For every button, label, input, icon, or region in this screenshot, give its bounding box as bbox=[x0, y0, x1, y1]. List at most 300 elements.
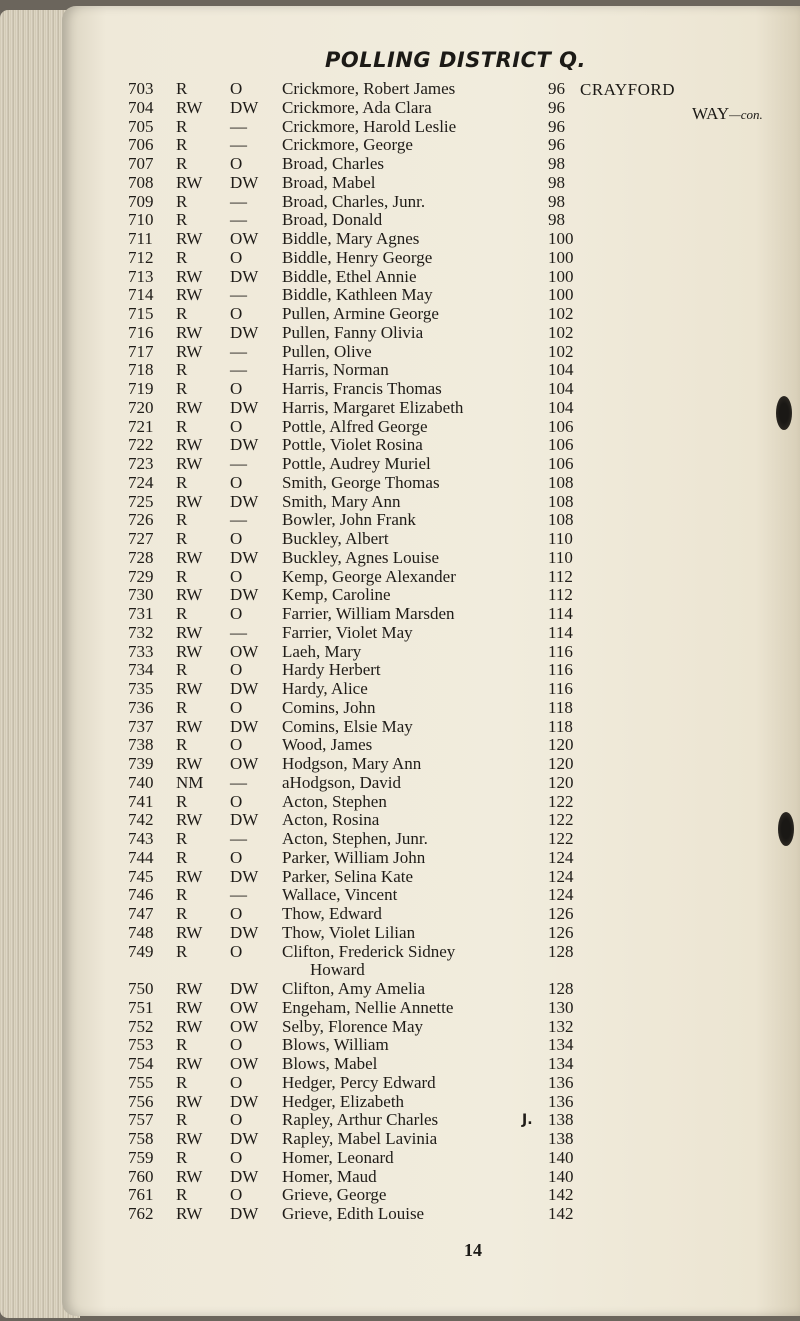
list-item bbox=[118, 493, 588, 512]
elector-name-text: Smith, George Thomas bbox=[282, 472, 440, 492]
street-name-continued bbox=[692, 104, 763, 124]
entry-number: 740 bbox=[128, 772, 154, 792]
qualification-code-2: O bbox=[230, 1035, 243, 1055]
qualification-code-2: — bbox=[230, 191, 247, 211]
elector-name-text: Wood, James bbox=[282, 735, 373, 755]
list-item bbox=[118, 568, 588, 587]
entry-number: 733 bbox=[128, 641, 154, 661]
qualification-code: RW bbox=[176, 1129, 203, 1148]
elector-name bbox=[282, 1093, 404, 1112]
elector-name-text: Homer, Leonard bbox=[282, 1147, 394, 1167]
elector-name bbox=[282, 474, 440, 493]
qualification-code: RW bbox=[176, 679, 203, 698]
house-number: 134 bbox=[548, 1054, 574, 1073]
entry-number: 735 bbox=[128, 679, 154, 698]
list-item bbox=[118, 980, 588, 999]
elector-name-text: Broad, Charles, Junr. bbox=[282, 191, 426, 211]
entry-number: 747 bbox=[128, 904, 154, 923]
qualification-code-2: — bbox=[230, 360, 247, 380]
house-number: 102 bbox=[548, 341, 574, 361]
elector-name bbox=[282, 774, 401, 793]
list-item bbox=[118, 868, 588, 887]
qualification-code: R bbox=[176, 660, 188, 680]
house-number: 98 bbox=[548, 210, 565, 230]
qualification-code: R bbox=[176, 79, 188, 98]
qualification-code: R bbox=[176, 416, 188, 436]
list-item bbox=[118, 361, 588, 380]
qualification-code-2: — bbox=[230, 341, 247, 361]
entry-number: 746 bbox=[128, 885, 154, 905]
qualification-code-2: DW bbox=[230, 322, 259, 342]
elector-name bbox=[282, 980, 425, 999]
elector-name-text: Pottle, Audrey Muriel bbox=[282, 454, 431, 473]
entry-number: 752 bbox=[128, 1016, 154, 1036]
entry-number: 722 bbox=[128, 435, 154, 455]
entry-number: 741 bbox=[128, 791, 154, 811]
house-number: 140 bbox=[548, 1166, 574, 1186]
entry-number: 703 bbox=[128, 79, 154, 98]
list-item bbox=[118, 530, 588, 549]
elector-name-text: Biddle, Ethel Annie bbox=[282, 266, 417, 286]
house-number: 120 bbox=[548, 735, 574, 755]
qualification-code: RW bbox=[176, 1204, 203, 1223]
list-item bbox=[118, 736, 588, 755]
elector-name bbox=[282, 1130, 437, 1149]
entry-number: 723 bbox=[128, 454, 154, 473]
qualification-code: RW bbox=[176, 979, 203, 998]
house-number: 128 bbox=[548, 979, 574, 998]
list-item bbox=[118, 549, 588, 568]
qualification-code-2: O bbox=[230, 1147, 243, 1167]
house-number: 100 bbox=[548, 285, 574, 305]
elector-name bbox=[282, 643, 361, 662]
qualification-code-2: O bbox=[230, 791, 243, 811]
elector-name-text: Pullen, Fanny Olivia bbox=[282, 322, 424, 342]
entry-number: 709 bbox=[128, 191, 154, 211]
qualification-code: RW bbox=[176, 341, 203, 361]
list-item bbox=[118, 1111, 588, 1130]
qualification-code: R bbox=[176, 1185, 188, 1205]
list-item bbox=[118, 211, 588, 230]
qualification-code-2: DW bbox=[230, 679, 259, 698]
entry-number: 753 bbox=[128, 1035, 154, 1055]
elector-name bbox=[282, 868, 413, 887]
qualification-code: R bbox=[176, 791, 188, 811]
elector-name-text: Acton, Stephen bbox=[282, 791, 387, 811]
elector-name bbox=[282, 268, 417, 287]
continued-marker: —con. bbox=[729, 107, 763, 122]
list-item bbox=[118, 1055, 588, 1074]
qualification-code-2: DW bbox=[230, 491, 259, 511]
entry-number: 745 bbox=[128, 866, 154, 886]
entry-number: 742 bbox=[128, 810, 154, 830]
house-number: 116 bbox=[548, 660, 573, 680]
qualification-code-2: DW bbox=[230, 1166, 259, 1186]
house-number: 138 bbox=[548, 1129, 574, 1148]
house-number: 108 bbox=[548, 472, 574, 492]
entry-number: 724 bbox=[128, 472, 154, 492]
qualification-code: R bbox=[176, 510, 188, 530]
elector-name bbox=[282, 1018, 423, 1037]
house-number: 108 bbox=[548, 510, 574, 530]
binding-hole bbox=[778, 812, 794, 846]
elector-name-text: Wallace, Vincent bbox=[282, 885, 398, 905]
list-item bbox=[118, 511, 588, 530]
entry-number: 720 bbox=[128, 397, 154, 417]
list-item bbox=[118, 1149, 588, 1168]
qualification-code-2: — bbox=[230, 622, 247, 642]
elector-name bbox=[282, 755, 421, 774]
qualification-code: R bbox=[176, 210, 188, 230]
qualification-code: RW bbox=[176, 397, 203, 417]
elector-name bbox=[282, 380, 442, 399]
qualification-code-2: DW bbox=[230, 397, 259, 417]
entry-number: 750 bbox=[128, 979, 154, 998]
entry-number: 738 bbox=[128, 735, 154, 755]
house-number: 100 bbox=[548, 247, 574, 267]
street-name-line2: WAY bbox=[692, 104, 730, 123]
entry-number: 736 bbox=[128, 697, 154, 717]
list-item bbox=[118, 343, 588, 362]
elector-name bbox=[282, 1055, 377, 1074]
qualification-code-2: DW bbox=[230, 810, 259, 830]
entry-number: 708 bbox=[128, 172, 154, 192]
elector-name-text: Buckley, Albert bbox=[282, 529, 389, 548]
list-item bbox=[118, 830, 588, 849]
house-number: 96 bbox=[548, 97, 565, 117]
entry-number: 751 bbox=[128, 997, 154, 1017]
electoral-register-list bbox=[118, 80, 588, 1224]
elector-name bbox=[282, 493, 401, 512]
qualification-code: R bbox=[176, 1147, 188, 1167]
entry-number: 726 bbox=[128, 510, 154, 530]
house-number: 114 bbox=[548, 622, 573, 642]
qualification-code: RW bbox=[176, 810, 203, 830]
qualification-code-2: DW bbox=[230, 866, 259, 886]
list-item bbox=[118, 99, 588, 118]
qualification-code-2: — bbox=[230, 210, 247, 230]
elector-name-text: Hardy, Alice bbox=[282, 679, 368, 698]
qualification-code: RW bbox=[176, 547, 203, 567]
list-item bbox=[118, 174, 588, 193]
elector-name-text: Crickmore, Ada Clara bbox=[282, 97, 432, 117]
list-item bbox=[118, 1205, 588, 1224]
qualification-code: NM bbox=[176, 772, 204, 792]
entry-number: 729 bbox=[128, 566, 154, 586]
elector-name-text: Thow, Edward bbox=[282, 904, 382, 923]
house-number: 136 bbox=[548, 1072, 574, 1092]
house-number: 96 bbox=[548, 116, 565, 136]
elector-name-text: Hedger, Percy Edward bbox=[282, 1072, 436, 1092]
qualification-code: RW bbox=[176, 1166, 203, 1186]
qualification-code: RW bbox=[176, 754, 203, 773]
entry-number: 760 bbox=[128, 1166, 154, 1186]
elector-name bbox=[282, 586, 391, 605]
entry-number: 749 bbox=[128, 941, 154, 961]
qualification-code: RW bbox=[176, 491, 203, 511]
elector-name-continued: Howard bbox=[310, 960, 365, 980]
qualification-code-2: OW bbox=[230, 229, 259, 248]
list-item bbox=[118, 793, 588, 812]
qualification-code: RW bbox=[176, 922, 203, 942]
list-item bbox=[118, 193, 588, 212]
elector-name bbox=[282, 118, 456, 137]
elector-name-text: Thow, Violet Lilian bbox=[282, 922, 416, 942]
elector-name-text: Biddle, Mary Agnes bbox=[282, 229, 420, 248]
elector-name bbox=[282, 905, 382, 924]
elector-name-text: Pottle, Alfred George bbox=[282, 416, 428, 436]
qualification-code: R bbox=[176, 154, 188, 173]
list-item bbox=[118, 249, 588, 268]
house-number: 124 bbox=[548, 866, 574, 886]
elector-name-text: Kemp, George Alexander bbox=[282, 566, 456, 586]
elector-name-text: Broad, Donald bbox=[282, 210, 383, 230]
entry-number: 705 bbox=[128, 116, 154, 136]
list-item bbox=[118, 118, 588, 137]
elector-name bbox=[282, 605, 455, 624]
qualification-code-2: O bbox=[230, 660, 243, 680]
elector-name bbox=[282, 530, 389, 549]
elector-name-text: Harris, Margaret Elizabeth bbox=[282, 397, 464, 417]
qualification-code-2: — bbox=[230, 510, 247, 530]
list-item bbox=[118, 661, 588, 680]
list-item bbox=[118, 230, 588, 249]
house-number: 120 bbox=[548, 754, 574, 773]
list-item bbox=[118, 268, 588, 287]
qualification-code: R bbox=[176, 135, 188, 155]
house-number: 104 bbox=[548, 397, 574, 417]
qualification-code: RW bbox=[176, 285, 203, 305]
elector-name bbox=[282, 999, 453, 1018]
qualification-code-2: OW bbox=[230, 641, 259, 661]
list-item bbox=[118, 943, 588, 981]
elector-name-text: Biddle, Kathleen May bbox=[282, 285, 433, 305]
qualification-code: R bbox=[176, 1035, 188, 1055]
house-number: 114 bbox=[548, 604, 573, 623]
house-number: 98 bbox=[548, 172, 565, 192]
house-number: 102 bbox=[548, 322, 574, 342]
qualification-code-2: — bbox=[230, 285, 247, 305]
elector-name-text: Buckley, Agnes Louise bbox=[282, 547, 440, 567]
qualification-code-2: DW bbox=[230, 435, 259, 455]
qualification-code: R bbox=[176, 529, 188, 548]
list-item bbox=[118, 699, 588, 718]
house-number: 138 bbox=[548, 1110, 574, 1130]
house-number: 106 bbox=[548, 416, 574, 436]
qualification-code: RW bbox=[176, 1016, 203, 1036]
elector-name-text: Acton, Stephen, Junr. bbox=[282, 829, 428, 848]
qualification-code: RW bbox=[176, 454, 203, 473]
list-item bbox=[118, 755, 588, 774]
elector-name bbox=[282, 136, 413, 155]
house-number: 122 bbox=[548, 810, 574, 830]
qualification-code: R bbox=[176, 116, 188, 136]
house-number: 108 bbox=[548, 491, 574, 511]
elector-name-text: Hodgson, Mary Ann bbox=[282, 754, 422, 773]
list-item bbox=[118, 286, 588, 305]
house-number: 102 bbox=[548, 304, 574, 323]
list-item bbox=[118, 136, 588, 155]
house-number: 118 bbox=[548, 716, 573, 736]
qualification-code-2: DW bbox=[230, 1204, 259, 1223]
entry-number: 762 bbox=[128, 1204, 154, 1223]
elector-name bbox=[282, 418, 428, 437]
house-number: 106 bbox=[548, 454, 574, 473]
entry-number: 730 bbox=[128, 585, 154, 605]
entry-number: 719 bbox=[128, 379, 154, 398]
qualification-code-2: O bbox=[230, 154, 243, 173]
elector-name bbox=[282, 568, 456, 587]
elector-name bbox=[282, 305, 439, 324]
entry-number: 756 bbox=[128, 1091, 154, 1111]
house-number: 112 bbox=[548, 585, 573, 605]
qualification-code: R bbox=[176, 885, 188, 905]
list-item bbox=[118, 380, 588, 399]
house-number: 100 bbox=[548, 266, 574, 286]
entry-number: 717 bbox=[128, 341, 154, 361]
qualification-code: R bbox=[176, 697, 188, 717]
elector-name-text: Crickmore, Robert James bbox=[282, 79, 456, 98]
list-item bbox=[118, 886, 588, 905]
qualification-code-2: — bbox=[230, 829, 247, 848]
house-number: 110 bbox=[548, 547, 573, 567]
qualification-code: RW bbox=[176, 266, 203, 286]
elector-name-text: Selby, Florence May bbox=[282, 1016, 424, 1036]
qualification-code: RW bbox=[176, 322, 203, 342]
list-item bbox=[118, 155, 588, 174]
house-number: 96 bbox=[548, 79, 565, 98]
elector-name bbox=[282, 1149, 394, 1168]
elector-name-text: Parker, William John bbox=[282, 847, 426, 867]
qualification-code-2: O bbox=[230, 472, 243, 492]
elector-name-text: Grieve, Edith Louise bbox=[282, 1204, 425, 1223]
house-number: 136 bbox=[548, 1091, 574, 1111]
entry-number: 715 bbox=[128, 304, 154, 323]
elector-name-text: Blows, Mabel bbox=[282, 1054, 378, 1073]
qualification-code: RW bbox=[176, 97, 203, 117]
qualification-code-2: DW bbox=[230, 1091, 259, 1111]
qualification-code-2: O bbox=[230, 79, 243, 98]
binding-hole bbox=[776, 396, 792, 430]
elector-name bbox=[282, 718, 413, 737]
house-number: 118 bbox=[548, 697, 573, 717]
elector-name bbox=[282, 324, 423, 343]
elector-name-text: Acton, Rosina bbox=[282, 810, 380, 830]
list-item bbox=[118, 643, 588, 662]
house-number: 112 bbox=[548, 566, 573, 586]
qualification-code: R bbox=[176, 604, 188, 623]
elector-name bbox=[282, 361, 389, 380]
qualification-code-2: O bbox=[230, 1110, 243, 1130]
qualification-code-2: O bbox=[230, 904, 243, 923]
elector-name bbox=[282, 455, 431, 474]
house-number: 124 bbox=[548, 885, 574, 905]
elector-name-text: Comins, John bbox=[282, 697, 376, 717]
elector-name-text: Harris, Norman bbox=[282, 360, 389, 380]
house-number: 100 bbox=[548, 229, 574, 248]
list-item bbox=[118, 1093, 588, 1112]
house-number: 140 bbox=[548, 1147, 574, 1167]
list-item bbox=[118, 80, 588, 99]
elector-name bbox=[282, 736, 372, 755]
elector-name-text: Kemp, Caroline bbox=[282, 585, 391, 605]
elector-name-text: Pottle, Violet Rosina bbox=[282, 435, 423, 455]
elector-name-text: Pullen, Armine George bbox=[282, 304, 439, 323]
entry-number: 757 bbox=[128, 1110, 154, 1130]
list-item bbox=[118, 624, 588, 643]
list-item bbox=[118, 305, 588, 324]
entry-number: 761 bbox=[128, 1185, 154, 1205]
qualification-code: R bbox=[176, 304, 188, 323]
house-number: 128 bbox=[548, 941, 574, 961]
qualification-code: RW bbox=[176, 172, 203, 192]
elector-name-text: Grieve, George bbox=[282, 1185, 387, 1205]
entry-number: 713 bbox=[128, 266, 154, 286]
house-number: 96 bbox=[548, 135, 565, 155]
list-item bbox=[118, 605, 588, 624]
elector-name bbox=[282, 399, 463, 418]
qualification-code: RW bbox=[176, 622, 203, 642]
list-item bbox=[118, 455, 588, 474]
elector-name bbox=[282, 886, 397, 905]
street-name: CRAYFORD bbox=[580, 80, 676, 99]
house-number: 98 bbox=[548, 191, 565, 211]
entry-number: 725 bbox=[128, 491, 154, 511]
elector-name bbox=[282, 1111, 438, 1130]
entry-number: 732 bbox=[128, 622, 154, 642]
qualification-code: RW bbox=[176, 435, 203, 455]
qualification-code-2: O bbox=[230, 247, 243, 267]
house-number: 104 bbox=[548, 379, 574, 398]
elector-name bbox=[282, 1186, 386, 1205]
juror-mark: J. bbox=[522, 1112, 533, 1129]
list-item bbox=[118, 474, 588, 493]
qualification-code-2: DW bbox=[230, 716, 259, 736]
qualification-code-2: DW bbox=[230, 922, 259, 942]
qualification-code: R bbox=[176, 829, 188, 848]
qualification-code: R bbox=[176, 566, 188, 586]
house-number: 124 bbox=[548, 847, 574, 867]
elector-name bbox=[282, 661, 381, 680]
qualification-code: R bbox=[176, 379, 188, 398]
qualification-code-2: O bbox=[230, 1072, 243, 1092]
qualification-code-2: — bbox=[230, 772, 247, 792]
qualification-code-2: O bbox=[230, 735, 243, 755]
elector-name-text: Engeham, Nellie Annette bbox=[282, 997, 454, 1017]
entry-number: 718 bbox=[128, 360, 154, 380]
list-item bbox=[118, 849, 588, 868]
list-item bbox=[118, 586, 588, 605]
entry-number: 721 bbox=[128, 416, 154, 436]
elector-name bbox=[282, 1074, 436, 1093]
list-item bbox=[118, 811, 588, 830]
elector-name-text: Clifton, Amy Amelia bbox=[282, 979, 426, 998]
qualification-code-2: DW bbox=[230, 979, 259, 998]
elector-name bbox=[282, 624, 413, 643]
house-number: 126 bbox=[548, 904, 574, 923]
elector-name bbox=[282, 193, 425, 212]
qualification-code-2: OW bbox=[230, 1054, 259, 1073]
qualification-code: R bbox=[176, 904, 188, 923]
elector-name bbox=[282, 249, 432, 268]
elector-name bbox=[282, 511, 416, 530]
house-number: 130 bbox=[548, 997, 574, 1017]
qualification-code: R bbox=[176, 735, 188, 755]
qualification-code-2: DW bbox=[230, 97, 259, 117]
house-number: 110 bbox=[548, 529, 573, 548]
qualification-code: RW bbox=[176, 1054, 203, 1073]
elector-name bbox=[282, 680, 368, 699]
